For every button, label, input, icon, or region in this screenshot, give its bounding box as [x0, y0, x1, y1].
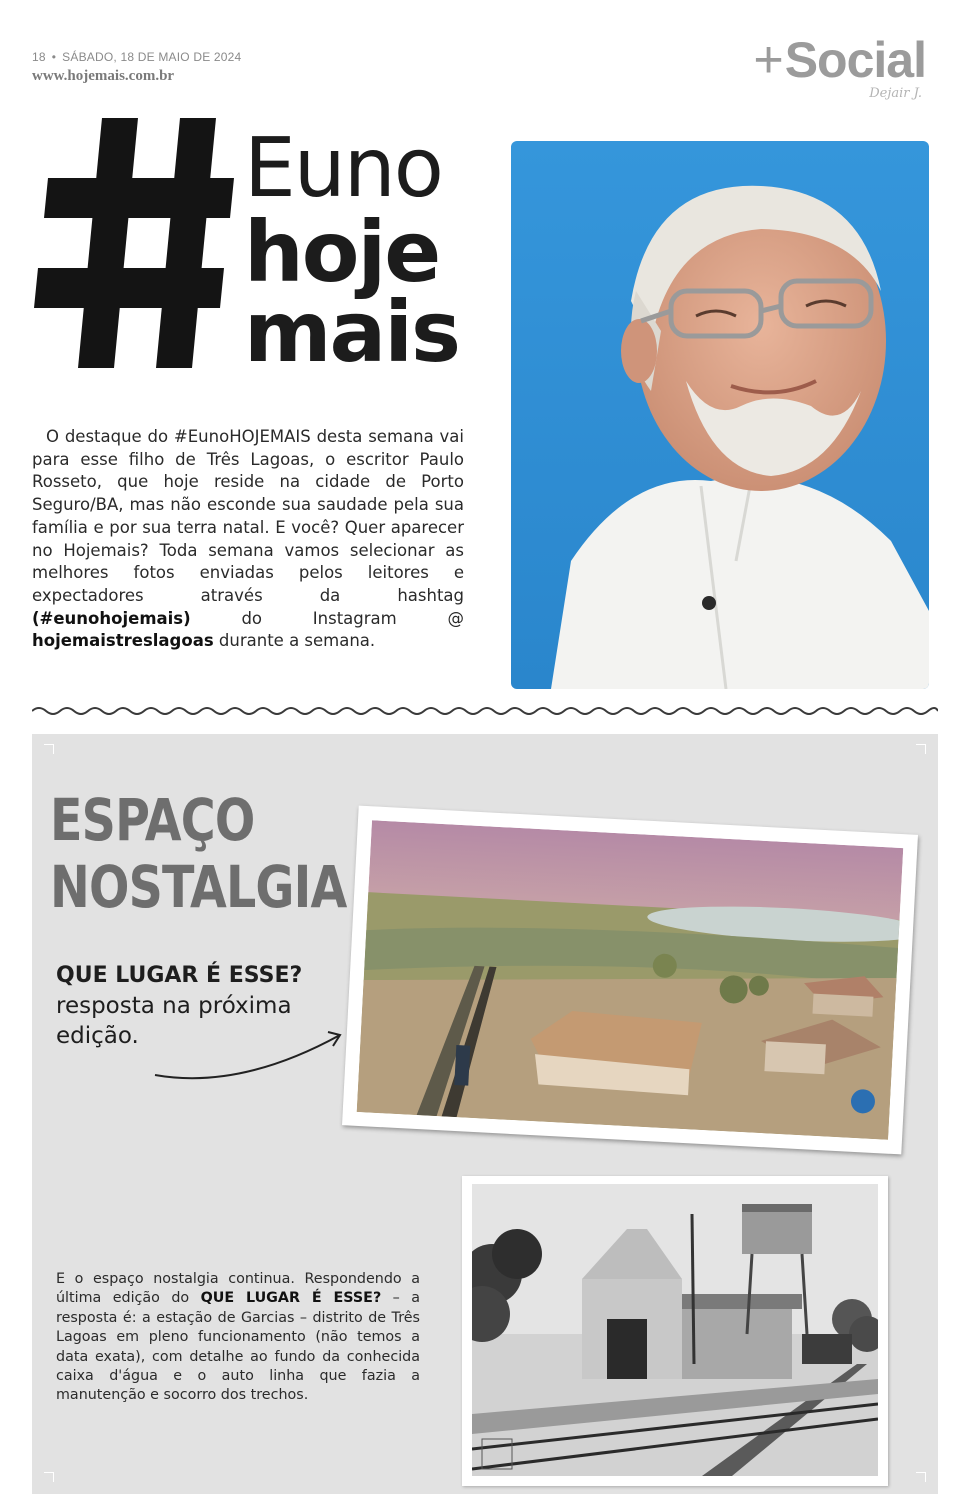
section-prefix: +: [753, 31, 783, 89]
corner-mark: [916, 744, 926, 754]
corner-mark: [44, 1472, 54, 1482]
caption-text-end: – a resposta é: a estação de Garcias – distrito de Três Lagoas em pleno funcionamento (não temos a data exata), com detalhe ao fundo da conhecida caixa d'água e o auto linha que fazia a manutenção e socorro dos trechos.: [56, 1290, 420, 1404]
station-photo: [472, 1184, 878, 1476]
instagram-handle[interactable]: hojemaistreslagoas: [32, 631, 214, 651]
section-name: Social: [784, 32, 926, 88]
nostalgia-title-line2: NOSTALGIA: [50, 853, 347, 921]
corner-mark: [44, 744, 54, 754]
intro-text-middle: do Instagram @: [190, 608, 464, 628]
section-brand: [753, 30, 926, 90]
answer-note-line2: edição.: [56, 1023, 139, 1049]
signature-logo: Dejair J.: [869, 86, 922, 101]
aerial-photo-frame: [342, 806, 918, 1155]
station-photo-frame: [462, 1176, 888, 1486]
hash-symbol: [30, 108, 240, 378]
intro-hashtag: (#eunohojemais): [32, 608, 191, 628]
caption-text: E o espaço nostalgia continua. Respondendo a última edição do: [56, 1271, 420, 1307]
page-number: 18: [32, 50, 46, 64]
station-caption: [56, 1270, 420, 1406]
aerial-photo: [357, 820, 904, 1139]
intro-text: O destaque do #EunoHOJEMAIS desta semana vai para esse filho de Três Lagoas, o escritor Paulo Rosseto, que hoje reside na cidade de Porto Seguro/BA, mas não esconde sua saudade pela sua família e por sua terra natal. E você? Quer aparecer no Hojemais? Toda semana vamos selecionar as melhores fotos enviadas pelos leitores e expectadores através da hashtag: [32, 427, 464, 605]
answer-note-line1: resposta na próxima: [56, 993, 292, 1019]
wavy-divider: [32, 704, 938, 718]
issue-date: SÁBADO, 18 DE MAIO DE 2024: [62, 50, 242, 64]
curved-arrow-icon: [150, 1020, 350, 1090]
intro-text-end: durante a semana.: [213, 631, 376, 651]
portrait-photo: [511, 141, 929, 689]
masthead-mais: mais: [244, 283, 460, 381]
masthead-hoje: hoje: [244, 203, 440, 301]
page-header-dateline: 18 • SÁBADO, 18 DE MAIO DE 2024: [32, 50, 242, 64]
masthead-euno: Euno: [244, 121, 442, 216]
caption-bold: QUE LUGAR É ESSE?: [200, 1290, 382, 1307]
site-url[interactable]: www.hojemais.com.br: [32, 68, 175, 84]
nostalgia-title-line1: ESPAÇO: [50, 786, 255, 854]
corner-mark: [916, 1472, 926, 1482]
question-heading: QUE LUGAR É ESSE?: [56, 963, 303, 988]
intro-paragraph: [32, 426, 464, 653]
